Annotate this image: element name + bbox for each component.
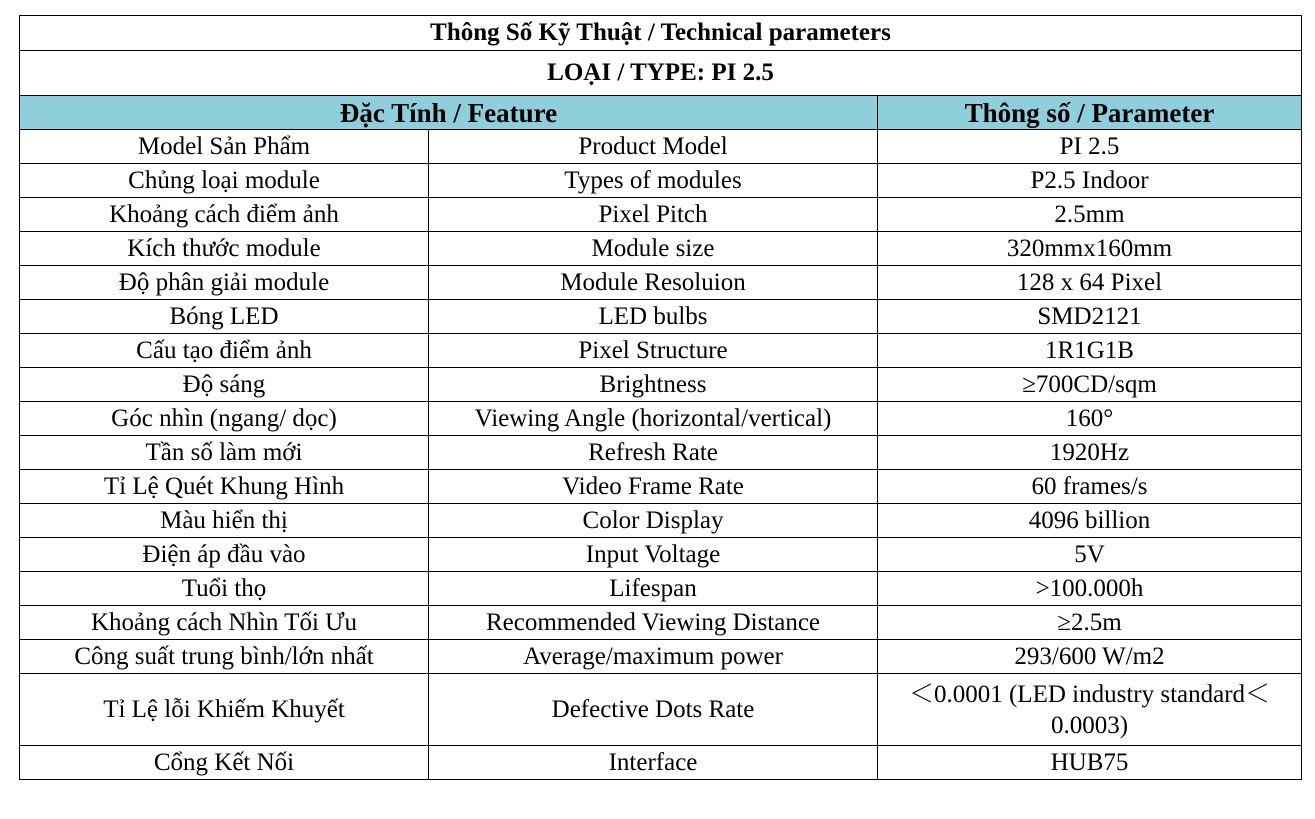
table-row (20, 436, 1302, 470)
feature-vi-cell: Tuổi thọ (20, 572, 429, 606)
feature-vi-cell: Độ sáng (20, 368, 429, 402)
feature-en-cell: Defective Dots Rate (429, 674, 878, 746)
feature-vi-cell: Màu hiển thị (20, 504, 429, 538)
feature-vi-cell: Tỉ Lệ lỗi Khiếm Khuyết (20, 674, 429, 746)
table-title: Thông Số Kỹ Thuật / Technical parameters (20, 16, 1302, 51)
feature-vi-cell: Khoảng cách Nhìn Tối Ưu (20, 606, 429, 640)
feature-vi-cell: Chủng loại module (20, 164, 429, 198)
table-row (20, 232, 1302, 266)
parameter-value-cell: 2.5mm (878, 198, 1302, 232)
feature-en-cell: Recommended Viewing Distance (429, 606, 878, 640)
feature-en-cell: Average/maximum power (429, 640, 878, 674)
parameter-value-cell: 60 frames/s (878, 470, 1302, 504)
parameter-value-cell: ≥700CD/sqm (878, 368, 1302, 402)
feature-en-cell: Brightness (429, 368, 878, 402)
feature-vi-cell: Góc nhìn (ngang/ dọc) (20, 402, 429, 436)
feature-vi-cell: Model Sản Phẩm (20, 130, 429, 164)
feature-en-cell: Product Model (429, 130, 878, 164)
feature-en-cell: Pixel Structure (429, 334, 878, 368)
feature-en-cell: LED bulbs (429, 300, 878, 334)
table-row (20, 334, 1302, 368)
feature-vi-cell: Khoảng cách điểm ảnh (20, 198, 429, 232)
feature-vi-cell: Tỉ Lệ Quét Khung Hình (20, 470, 429, 504)
parameter-value-cell: ＜0.0001 (LED industry standard＜ 0.0003) (878, 674, 1302, 746)
parameter-value-cell: PI 2.5 (878, 130, 1302, 164)
feature-en-cell: Module size (429, 232, 878, 266)
feature-en-cell: Pixel Pitch (429, 198, 878, 232)
parameter-value-cell: P2.5 Indoor (878, 164, 1302, 198)
feature-vi-cell: Công suất trung bình/lớn nhất (20, 640, 429, 674)
table-row (20, 470, 1302, 504)
feature-en-cell: Types of modules (429, 164, 878, 198)
parameter-value-cell: ≥2.5m (878, 606, 1302, 640)
feature-en-cell: Interface (429, 746, 878, 780)
feature-en-cell: Module Resoluion (429, 266, 878, 300)
table-row (20, 266, 1302, 300)
feature-en-cell: Color Display (429, 504, 878, 538)
table-row (20, 164, 1302, 198)
parameter-value-cell: 1920Hz (878, 436, 1302, 470)
parameter-value-cell: 4096 billion (878, 504, 1302, 538)
parameter-value-cell: 320mmx160mm (878, 232, 1302, 266)
table-row (20, 198, 1302, 232)
feature-en-cell: Viewing Angle (horizontal/vertical) (429, 402, 878, 436)
feature-en-cell: Refresh Rate (429, 436, 878, 470)
feature-en-cell: Input Voltage (429, 538, 878, 572)
feature-vi-cell: Bóng LED (20, 300, 429, 334)
table-row (20, 504, 1302, 538)
feature-vi-cell: Kích thước module (20, 232, 429, 266)
table-row (20, 572, 1302, 606)
feature-vi-cell: Điện áp đầu vào (20, 538, 429, 572)
feature-vi-cell: Tần số làm mới (20, 436, 429, 470)
header-row (20, 96, 1302, 130)
table-row (20, 368, 1302, 402)
parameter-value-cell: >100.000h (878, 572, 1302, 606)
header-feature: Đặc Tính / Feature (20, 96, 878, 130)
feature-vi-cell: Cấu tạo điểm ảnh (20, 334, 429, 368)
table-row (20, 640, 1302, 674)
parameter-value-cell: 128 x 64 Pixel (878, 266, 1302, 300)
parameter-value-cell: 160° (878, 402, 1302, 436)
table-row (20, 674, 1302, 746)
table-row (20, 300, 1302, 334)
parameter-value-cell: 1R1G1B (878, 334, 1302, 368)
feature-en-cell: Lifespan (429, 572, 878, 606)
feature-en-cell: Video Frame Rate (429, 470, 878, 504)
parameter-value-cell: 293/600 W/m2 (878, 640, 1302, 674)
spec-table (19, 15, 1302, 780)
parameter-value-cell: SMD2121 (878, 300, 1302, 334)
header-parameter: Thông số / Parameter (878, 96, 1302, 130)
feature-vi-cell: Độ phân giải module (20, 266, 429, 300)
parameter-value-cell: HUB75 (878, 746, 1302, 780)
table-row (20, 538, 1302, 572)
table-row (20, 402, 1302, 436)
table-row (20, 606, 1302, 640)
type-label: LOẠI / TYPE: PI 2.5 (20, 51, 1302, 96)
table-row (20, 130, 1302, 164)
table-row (20, 746, 1302, 780)
parameter-value-cell: 5V (878, 538, 1302, 572)
feature-vi-cell: Cổng Kết Nối (20, 746, 429, 780)
